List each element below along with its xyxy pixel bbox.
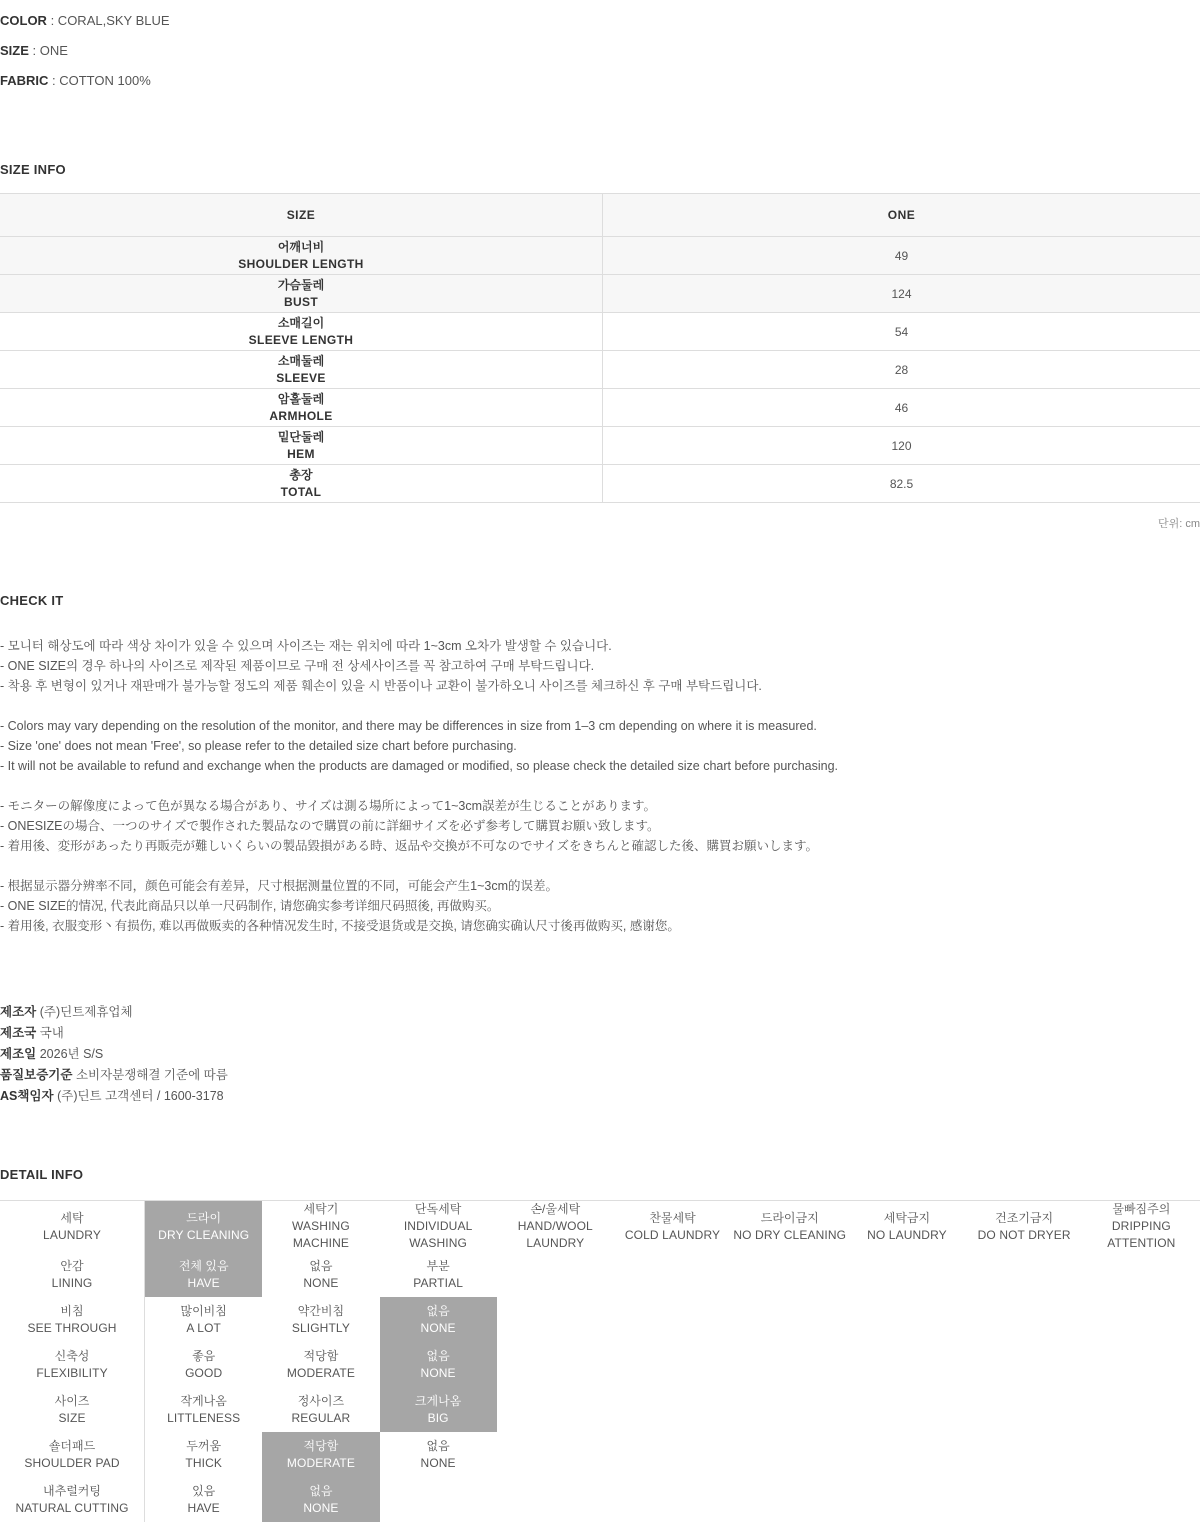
option-kr: 적당함 bbox=[264, 1348, 377, 1365]
size-row-label-en: SLEEVE LENGTH bbox=[1, 332, 601, 348]
size-row-label-en: HEM bbox=[1, 446, 601, 462]
option-kr: 적당함 bbox=[264, 1438, 377, 1455]
size-row-label-total bbox=[0, 465, 603, 503]
rowhead-kr: 내추럴커팅 bbox=[2, 1483, 142, 1500]
option-en: HAND/WOOL LAUNDRY bbox=[499, 1218, 612, 1252]
rowhead-en: SEE THROUGH bbox=[2, 1320, 142, 1337]
size-row-label-kr: 총장 bbox=[1, 467, 601, 484]
spec-row-color bbox=[0, 6, 1200, 36]
table-row bbox=[0, 351, 1200, 389]
table-row bbox=[0, 1201, 1200, 1252]
notes-gap bbox=[0, 856, 1200, 876]
maker-value-date: 2026년 S/S bbox=[40, 1047, 104, 1061]
detail-option-lining-have[interactable] bbox=[145, 1252, 263, 1297]
option-kr: 없음 bbox=[382, 1348, 495, 1365]
size-row-label-en: TOTAL bbox=[1, 484, 601, 500]
spec-key-color: COLOR bbox=[0, 13, 47, 28]
maker-row-manufacturer bbox=[0, 1002, 1200, 1023]
maker-key-as: AS책임자 bbox=[0, 1089, 54, 1103]
detail-option-shoulder-pad-moderate[interactable] bbox=[262, 1432, 379, 1477]
table-row bbox=[0, 1342, 1200, 1387]
option-kr: 드라이 bbox=[147, 1210, 260, 1227]
size-row-label-hem bbox=[0, 427, 603, 465]
note-zh-2: - ONE SIZE的情况, 代表此商品只以单一尺码制作, 请您确实参考详细尺码照後, 再做购买。 bbox=[0, 896, 1200, 916]
option-kr: 작게나옴 bbox=[147, 1393, 260, 1410]
size-row-value-sleeve-length: 54 bbox=[603, 313, 1200, 351]
size-row-label-kr: 어깨너비 bbox=[1, 239, 601, 256]
maker-key-warranty: 품질보증기준 bbox=[0, 1068, 72, 1082]
option-en: REGULAR bbox=[264, 1410, 377, 1427]
option-kr: 있음 bbox=[147, 1483, 260, 1500]
detail-rowhead-size bbox=[0, 1387, 145, 1432]
option-en: LITTLENESS bbox=[147, 1410, 260, 1427]
option-en: A LOT bbox=[147, 1320, 260, 1337]
detail-option-size-littleness[interactable] bbox=[145, 1387, 263, 1432]
rowhead-kr: 세탁 bbox=[2, 1210, 142, 1227]
option-en: HAVE bbox=[147, 1275, 260, 1292]
option-kr: 세탁금지 bbox=[850, 1210, 963, 1227]
section-title-check-it: CHECK IT bbox=[0, 593, 1200, 608]
size-row-value-sleeve: 28 bbox=[603, 351, 1200, 389]
maker-value-warranty: 소비자분쟁해결 기준에 따름 bbox=[76, 1068, 228, 1082]
note-en-2: - Size 'one' does not mean 'Free', so please refer to the detailed size chart before purchasing. bbox=[0, 736, 1200, 756]
detail-blank-cell bbox=[497, 1342, 1200, 1387]
detail-option-see-through-a-lot[interactable] bbox=[145, 1297, 263, 1342]
option-en: NONE bbox=[264, 1275, 377, 1292]
detail-blank-cell bbox=[497, 1252, 1200, 1297]
rowhead-kr: 신축성 bbox=[2, 1348, 142, 1365]
rowhead-kr: 비침 bbox=[2, 1303, 142, 1320]
option-kr: 물빠짐주의 bbox=[1085, 1201, 1198, 1218]
size-row-label-shoulder bbox=[0, 237, 603, 275]
option-en: GOOD bbox=[147, 1365, 260, 1382]
size-row-label-en: ARMHOLE bbox=[1, 408, 601, 424]
table-row bbox=[0, 1297, 1200, 1342]
table-row bbox=[0, 313, 1200, 351]
detail-option-shoulder-pad-thick[interactable] bbox=[145, 1432, 263, 1477]
detail-option-natural-cutting-none[interactable] bbox=[262, 1477, 379, 1522]
size-row-label-kr: 소매길이 bbox=[1, 315, 601, 332]
maker-row-date bbox=[0, 1044, 1200, 1065]
rowhead-en: LAUNDRY bbox=[2, 1227, 142, 1244]
note-ja-1: - モニターの解像度によって色が異なる場合があり、サイズは測る場所によって1~3cm誤差が生じることがあります。 bbox=[0, 796, 1200, 816]
option-kr: 두꺼움 bbox=[147, 1438, 260, 1455]
option-kr: 손/울세탁 bbox=[499, 1201, 612, 1218]
option-en: DO NOT DRYER bbox=[968, 1227, 1081, 1244]
note-en-3: - It will not be available to refund and exchange when the products are damaged or modified, so please check the detailed size chart before purchasing. bbox=[0, 756, 1200, 776]
maker-row-warranty bbox=[0, 1065, 1200, 1086]
maker-key-country: 제조국 bbox=[0, 1026, 36, 1040]
size-row-value-hem: 120 bbox=[603, 427, 1200, 465]
option-kr: 없음 bbox=[264, 1258, 377, 1275]
detail-blank-cell bbox=[380, 1477, 1200, 1522]
rowhead-en: FLEXIBILITY bbox=[2, 1365, 142, 1382]
detail-option-natural-cutting-have[interactable] bbox=[145, 1477, 263, 1522]
table-row bbox=[0, 237, 1200, 275]
rowhead-en: LINING bbox=[2, 1275, 142, 1292]
detail-option-cold-laundry[interactable] bbox=[614, 1201, 731, 1252]
size-row-label-kr: 암홀둘레 bbox=[1, 391, 601, 408]
spec-value-color: : CORAL,SKY BLUE bbox=[51, 13, 170, 28]
detail-rowhead-see-through bbox=[0, 1297, 145, 1342]
detail-option-dripping-attention[interactable] bbox=[1083, 1201, 1200, 1252]
detail-option-flexibility-moderate[interactable] bbox=[262, 1342, 379, 1387]
note-zh-3: - 着用後, 衣服变形丶有损伤, 难以再做贩卖的各种情况发生时, 不接受退货或是交换, 请您确实确认尺寸後再做购买, 感谢您。 bbox=[0, 916, 1200, 936]
rowhead-en: NATURAL CUTTING bbox=[2, 1500, 142, 1517]
option-en: HAVE bbox=[147, 1500, 260, 1517]
size-row-label-en: SHOULDER LENGTH bbox=[1, 256, 601, 272]
option-en: DRIPPING ATTENTION bbox=[1085, 1218, 1198, 1252]
detail-option-flexibility-none[interactable] bbox=[380, 1342, 497, 1387]
size-table-header-label: SIZE bbox=[0, 194, 603, 237]
detail-option-hand-wool-laundry[interactable] bbox=[497, 1201, 614, 1252]
note-ja-3: - 着用後、変形があったり再販売が難しいくらいの製品毀損がある時、返品や交換が不可なのでサイズをきちんと確認した後、購買お願いします。 bbox=[0, 836, 1200, 856]
detail-option-lining-partial[interactable] bbox=[380, 1252, 497, 1297]
size-row-label-en: BUST bbox=[1, 294, 601, 310]
spec-row-fabric bbox=[0, 66, 1200, 96]
spec-key-fabric: FABRIC bbox=[0, 73, 48, 88]
option-kr: 없음 bbox=[382, 1303, 495, 1320]
option-en: PARTIAL bbox=[382, 1275, 495, 1292]
detail-option-size-regular[interactable] bbox=[262, 1387, 379, 1432]
detail-rowhead-flexibility bbox=[0, 1342, 145, 1387]
option-en: MODERATE bbox=[264, 1455, 377, 1472]
detail-option-shoulder-pad-none[interactable] bbox=[380, 1432, 497, 1477]
size-row-label-bust bbox=[0, 275, 603, 313]
option-kr: 건조기금지 bbox=[968, 1210, 1081, 1227]
size-row-label-kr: 밑단둘레 bbox=[1, 429, 601, 446]
notes-gap bbox=[0, 696, 1200, 716]
table-row bbox=[0, 1252, 1200, 1297]
size-row-value-total: 82.5 bbox=[603, 465, 1200, 503]
detail-option-do-not-dryer[interactable] bbox=[966, 1201, 1083, 1252]
option-kr: 세탁기 bbox=[264, 1201, 377, 1218]
option-kr: 드라이금지 bbox=[733, 1210, 846, 1227]
option-kr: 좋음 bbox=[147, 1348, 260, 1365]
detail-table-body bbox=[0, 1201, 1200, 1522]
size-row-label-sleeve bbox=[0, 351, 603, 389]
rowhead-en: SIZE bbox=[2, 1410, 142, 1427]
size-info-table bbox=[0, 193, 1200, 503]
maker-info-block bbox=[0, 1002, 1200, 1107]
table-row bbox=[0, 275, 1200, 313]
size-row-label-en: SLEEVE bbox=[1, 370, 601, 386]
option-kr: 단독세탁 bbox=[382, 1201, 495, 1218]
option-kr: 정사이즈 bbox=[264, 1393, 377, 1410]
option-kr: 많이비침 bbox=[147, 1303, 260, 1320]
size-row-label-sleeve-length bbox=[0, 313, 603, 351]
size-table-body bbox=[0, 237, 1200, 503]
detail-option-individual-washing[interactable] bbox=[380, 1201, 497, 1252]
spec-row-size bbox=[0, 36, 1200, 66]
maker-value-manufacturer: (주)딘트제휴업체 bbox=[40, 1005, 133, 1019]
option-en: WASHING MACHINE bbox=[264, 1218, 377, 1252]
size-table-header-value: ONE bbox=[603, 194, 1200, 237]
detail-option-no-dry-cleaning[interactable] bbox=[731, 1201, 848, 1252]
detail-info-wrap bbox=[0, 1200, 1200, 1522]
option-en: MODERATE bbox=[264, 1365, 377, 1382]
detail-option-lining-none[interactable] bbox=[262, 1252, 379, 1297]
table-row bbox=[0, 427, 1200, 465]
option-kr: 없음 bbox=[264, 1483, 377, 1500]
rowhead-kr: 안감 bbox=[2, 1258, 142, 1275]
option-en: NONE bbox=[382, 1365, 495, 1382]
size-table-head bbox=[0, 194, 1200, 237]
detail-option-dry-cleaning[interactable] bbox=[145, 1201, 263, 1252]
notes-gap bbox=[0, 776, 1200, 796]
option-en: INDIVIDUAL WASHING bbox=[382, 1218, 495, 1252]
maker-row-country bbox=[0, 1023, 1200, 1044]
option-en: NONE bbox=[382, 1320, 495, 1337]
table-row bbox=[0, 1387, 1200, 1432]
table-row bbox=[0, 465, 1200, 503]
option-en: NONE bbox=[382, 1455, 495, 1472]
detail-option-flexibility-good[interactable] bbox=[145, 1342, 263, 1387]
spec-value-fabric: : COTTON 100% bbox=[52, 73, 151, 88]
detail-rowhead-lining bbox=[0, 1252, 145, 1297]
option-en: BIG bbox=[382, 1410, 495, 1427]
detail-option-size-big[interactable] bbox=[380, 1387, 497, 1432]
option-en: SLIGHTLY bbox=[264, 1320, 377, 1337]
detail-option-see-through-slightly[interactable] bbox=[262, 1297, 379, 1342]
size-row-value-shoulder: 49 bbox=[603, 237, 1200, 275]
maker-value-as: (주)딘트 고객센터 / 1600-3178 bbox=[57, 1089, 224, 1103]
detail-option-see-through-none[interactable] bbox=[380, 1297, 497, 1342]
option-en: NO LAUNDRY bbox=[850, 1227, 963, 1244]
note-ja-2: - ONESIZEの場合、一つのサイズで製作された製品なので購買の前に詳細サイズを必ず参考して購買お願い致します。 bbox=[0, 816, 1200, 836]
detail-rowhead-laundry bbox=[0, 1201, 145, 1252]
option-en: NO DRY CLEANING bbox=[733, 1227, 846, 1244]
detail-info-table bbox=[0, 1201, 1200, 1522]
option-en: COLD LAUNDRY bbox=[616, 1227, 729, 1244]
size-row-value-bust: 124 bbox=[603, 275, 1200, 313]
option-kr: 부분 bbox=[382, 1258, 495, 1275]
size-row-label-kr: 소매둘레 bbox=[1, 353, 601, 370]
size-row-label-kr: 가슴둘레 bbox=[1, 277, 601, 294]
note-zh-1: - 根据显示器分辨率不同，颜色可能会有差异，尺寸根据测量位置的不同，可能会产生1~3cm的误差。 bbox=[0, 876, 1200, 896]
spec-list bbox=[0, 0, 1200, 96]
option-kr: 전체 있음 bbox=[147, 1258, 260, 1275]
detail-option-no-laundry[interactable] bbox=[848, 1201, 965, 1252]
maker-row-as bbox=[0, 1086, 1200, 1107]
maker-key-manufacturer: 제조자 bbox=[0, 1005, 36, 1019]
spec-key-size: SIZE bbox=[0, 43, 29, 58]
spec-value-size: : ONE bbox=[33, 43, 68, 58]
note-ko-2: - ONE SIZE의 경우 하나의 사이즈로 제작된 제품이므로 구매 전 상세사이즈를 꼭 참고하여 구매 부탁드립니다. bbox=[0, 656, 1200, 676]
table-header-row bbox=[0, 194, 1200, 237]
note-ko-3: - 착용 후 변형이 있거나 재판매가 불가능할 정도의 제품 훼손이 있을 시 반품이나 교환이 불가하오니 사이즈를 체크하신 후 구매 부탁드립니다. bbox=[0, 676, 1200, 696]
maker-key-date: 제조일 bbox=[0, 1047, 36, 1061]
option-en: DRY CLEANING bbox=[147, 1227, 260, 1244]
note-ko-1: - 모니터 해상도에 따라 색상 차이가 있을 수 있으며 사이즈는 재는 위치에 따라 1~3cm 오차가 발생할 수 있습니다. bbox=[0, 636, 1200, 656]
table-row bbox=[0, 389, 1200, 427]
table-row bbox=[0, 1477, 1200, 1522]
section-title-size-info: SIZE INFO bbox=[0, 162, 1200, 177]
option-kr: 약간비침 bbox=[264, 1303, 377, 1320]
detail-blank-cell bbox=[497, 1297, 1200, 1342]
note-en-1: - Colors may vary depending on the resolution of the monitor, and there may be differences in size from 1–3 cm depending on where it is measured. bbox=[0, 716, 1200, 736]
size-row-label-armhole bbox=[0, 389, 603, 427]
option-kr: 찬물세탁 bbox=[616, 1210, 729, 1227]
rowhead-kr: 숄더패드 bbox=[2, 1438, 142, 1455]
size-row-value-armhole: 46 bbox=[603, 389, 1200, 427]
detail-option-washing-machine[interactable] bbox=[262, 1201, 379, 1252]
detail-blank-cell bbox=[497, 1387, 1200, 1432]
option-kr: 없음 bbox=[382, 1438, 495, 1455]
notes-block bbox=[0, 636, 1200, 936]
table-row bbox=[0, 1432, 1200, 1477]
rowhead-kr: 사이즈 bbox=[2, 1393, 142, 1410]
option-en: THICK bbox=[147, 1455, 260, 1472]
maker-value-country: 국내 bbox=[40, 1026, 64, 1040]
detail-rowhead-shoulder-pad bbox=[0, 1432, 145, 1477]
rowhead-en: SHOULDER PAD bbox=[2, 1455, 142, 1472]
size-unit-note: 단위: cm bbox=[0, 503, 1200, 531]
option-en: NONE bbox=[264, 1500, 377, 1517]
detail-rowhead-natural-cutting bbox=[0, 1477, 145, 1522]
detail-blank-cell bbox=[497, 1432, 1200, 1477]
option-kr: 크게나옴 bbox=[382, 1393, 495, 1410]
section-title-detail-info: DETAIL INFO bbox=[0, 1167, 1200, 1182]
